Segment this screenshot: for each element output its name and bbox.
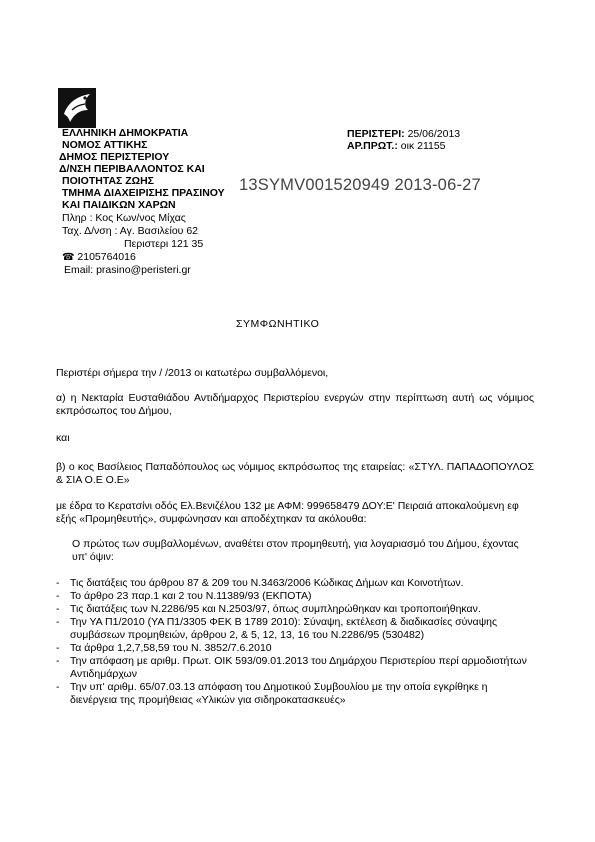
contact-person: Πληρ : Κος Κων/νος Μίχας bbox=[62, 212, 186, 224]
municipality-logo bbox=[58, 88, 96, 128]
org-line-5: ΠΟΙΟΤΗΤΑΣ ΖΩΗΣ bbox=[62, 175, 154, 187]
protocol-number: οικ 21155 bbox=[400, 140, 446, 152]
org-line-1: ΕΛΛΗΝΙΚΗ ΔΗΜΟΚΡΑΤΙΑ bbox=[62, 127, 189, 139]
bullet-dash: - bbox=[56, 616, 60, 628]
intro-line: Περιστέρι σήμερα την / /2013 οι κατωτέρω συμβαλλόμενοι, bbox=[56, 367, 329, 379]
contact-address: Ταχ. Δ/νση : Αγ. Βασιλείου 62 bbox=[62, 225, 198, 237]
bullet-dash: - bbox=[56, 642, 60, 654]
org-line-3: ΔΗΜΟΣ ΠΕΡΙΣΤΕΡΙΟΥ bbox=[59, 151, 170, 163]
list-item bbox=[56, 655, 536, 681]
list-item-text: Το άρθρο 23 παρ.1 και 2 του Ν.11389/93 (ΕΚΠΟΤΑ) bbox=[70, 590, 312, 602]
list-item-text: Την υπ' αριθμ. 65/07.03.13 απόφαση του Δημοτικού Συμβουλίου με την οποία εγκρίθηκε η διενέργεια της προμήθειας «Υλικών για σιδηροκατασκευές» bbox=[70, 681, 488, 706]
phone-icon: ☎ bbox=[62, 252, 75, 263]
list-item-text: Την ΥΑ Π1/2010 (ΥΑ Π1/3305 ΦΕΚ Β 1789 2010): Σύναψη, εκτέλεση & διαδικασίες σύναψης συμβάσεων προμηθειών, άρθρου 2, & 5, 12, 13, 16 του Ν.2286/95 (530482) bbox=[70, 616, 498, 641]
org-line-7: ΚΑΙ ΠΑΙΔΙΚΩΝ ΧΑΡΩΝ bbox=[62, 199, 176, 211]
bullet-dash: - bbox=[56, 590, 60, 602]
org-line-2: ΝΟΜΟΣ ΑΤΤΙΚΗΣ bbox=[62, 139, 148, 151]
list-item bbox=[56, 642, 536, 655]
org-line-4: Δ/ΝΣΗ ΠΕΡΙΒΑΛΛΟΝΤΟΣ ΚΑΙ bbox=[59, 163, 205, 175]
list-item-text: Τα άρθρα 1,2,7,58,59 του Ν. 3852/7.6.2010 bbox=[70, 642, 272, 654]
party-b-paragraph: β) ο κος Βασίλειος Παπαδόπουλος ως νόμιμος εκπρόσωπος της εταιρείας: «ΣΤΥΛ. ΠΑΠΑΔΟΠΟΥΛΟΣ & ΣΙΑ Ο.Ε Ο.Ε» bbox=[56, 461, 534, 486]
list-item bbox=[56, 616, 536, 642]
bullet-dash: - bbox=[56, 655, 60, 667]
org-line-6: ΤΜΗΜΑ ΔΙΑΧΕΙΡΙΣΗΣ ΠΡΑΣΙΝΟΥ bbox=[62, 187, 225, 199]
list-item-text: Την απόφαση με αριθμ. Πρωτ. ΟΙΚ 593/09.01.2013 του Δημάρχου Περιστερίου περί αρμοδιοτήτων Αντιδημάρχων bbox=[70, 655, 527, 680]
document-reference: 13SYMV001520949 2013-06-27 bbox=[239, 176, 481, 194]
list-item bbox=[56, 577, 536, 590]
place-label: ΠΕΡΙΣΤΕΡΙ: bbox=[347, 128, 405, 140]
contact-email: Email: prasino@peristeri.gr bbox=[64, 264, 191, 276]
bullet-dash: - bbox=[56, 577, 60, 589]
list-item bbox=[56, 603, 536, 616]
and-line: και bbox=[56, 432, 70, 444]
party-a-paragraph: α) η Νεκταρία Ευσταθιάδου Αντιδήμαρχος Περιστερίου ενεργών στην περίπτωση αυτή ως νόμιμος εκπρόσωπος του Δήμου, bbox=[56, 392, 534, 417]
bullet-dash: - bbox=[56, 681, 60, 693]
list-item-text: Τις διατάξεις των Ν.2286/95 και Ν.2503/97, όπως συμπληρώθηκαν και τροποποιήθηκαν. bbox=[70, 603, 481, 615]
protocol-row bbox=[347, 140, 446, 152]
protocol-label: ΑΡ.ΠΡΩΤ.: bbox=[347, 140, 398, 152]
contact-city: Περιστερι 121 35 bbox=[124, 238, 204, 250]
contact-phone-row bbox=[62, 251, 136, 264]
considerations-list bbox=[56, 577, 536, 707]
date-row bbox=[347, 128, 460, 140]
document-date: 25/06/2013 bbox=[407, 128, 461, 140]
contact-phone: 2105764016 bbox=[77, 251, 136, 263]
list-item bbox=[56, 590, 536, 603]
first-party-paragraph: Ο πρώτος των συμβαλλομένων, αναθέτει στον προμηθευτή, για λογαριασμό του Δήμου, έχοντας υπ' όψιν: bbox=[72, 538, 519, 563]
list-item-text: Τις διατάξεις του άρθρου 87 & 209 του Ν.3463/2006 Κώδικας Δήμων και Κοινοτήτων. bbox=[70, 577, 464, 589]
list-item bbox=[56, 681, 536, 707]
document-title: ΣΥΜΦΩΝΗΤΙΚΟ bbox=[236, 318, 320, 330]
seat-paragraph: με έδρα το Κερατσίνι οδός Ελ.Βενιζέλου 132 με ΑΦΜ: 999658479 ΔΟΥ:Ε' Πειραιά αποκαλούμενη εφ εξής «Προμηθευτής», συμφώνησαν και αποδέχτηκαν τα ακόλουθα: bbox=[56, 500, 519, 525]
bullet-dash: - bbox=[56, 603, 60, 615]
